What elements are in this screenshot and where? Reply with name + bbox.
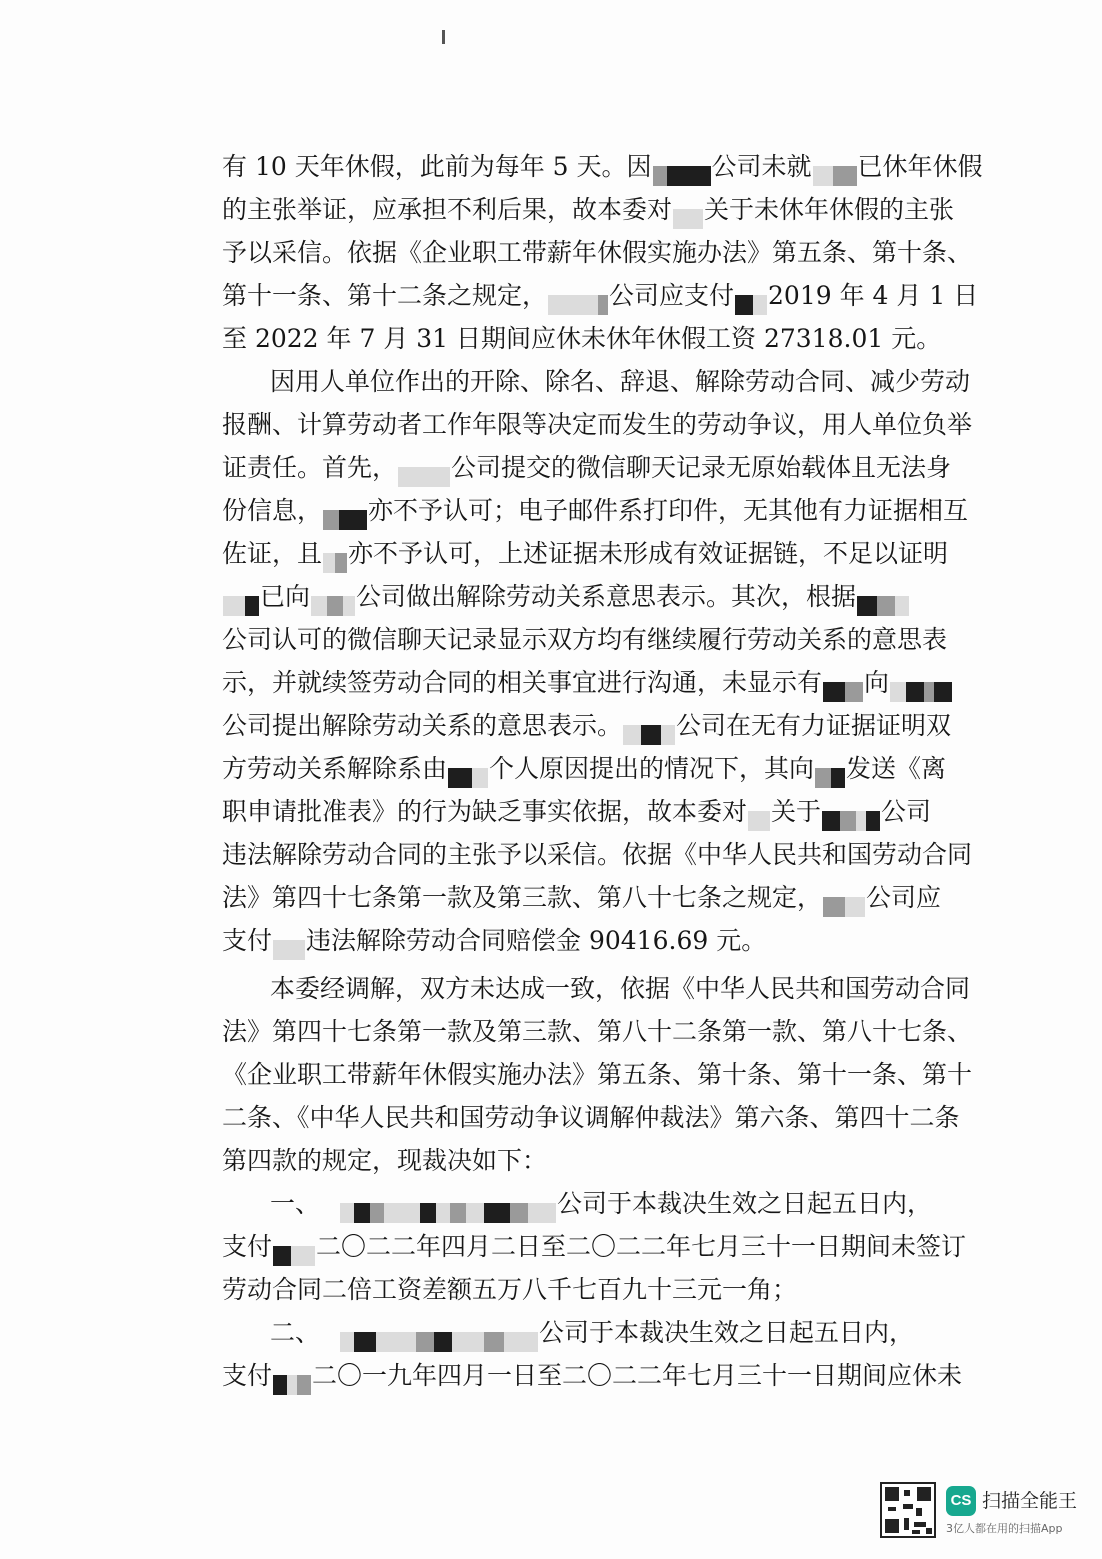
text-line [270, 1316, 914, 1350]
text-line [222, 580, 910, 614]
text-segment: 职申请批准表》的行为缺乏事实依据，故本委对 [222, 797, 748, 826]
redaction-block [398, 459, 450, 481]
redaction-block [857, 588, 909, 610]
text-segment: 证责任。首先， [222, 453, 398, 482]
text-segment: 第四款的规定，现裁决如下： [222, 1146, 548, 1175]
text-segment: 2019 年 4 月 1 日 [768, 281, 979, 310]
scan-speck [442, 30, 445, 44]
redaction-block [822, 803, 880, 825]
camscanner-logo-icon: CS [946, 1486, 976, 1516]
redaction-block [323, 502, 367, 524]
redaction-block [815, 760, 845, 782]
redaction-block [813, 158, 857, 180]
text-segment: 亦不予认可；电子邮件系打印件，无其他有力证据相互 [368, 496, 969, 525]
text-segment: 公司应 [866, 883, 942, 912]
text-segment: 已休年休假 [857, 152, 983, 181]
text-segment: 的主张举证，应承担不利后果，故本委对 [222, 195, 673, 224]
text-segment: 关于 [771, 797, 822, 826]
text-segment: 二〇二二年四月二日至二〇二二年七月三十一日期间未签订 [316, 1232, 967, 1261]
text-line [222, 1359, 962, 1393]
text-segment: 支付 [222, 1232, 273, 1261]
text-segment: 公司未就 [711, 152, 812, 181]
text-line [222, 1058, 972, 1092]
redaction-block [273, 932, 305, 954]
text-line [222, 1230, 966, 1264]
redaction-block [311, 588, 355, 610]
text-segment: 公司于本裁决生效之日起五日内， [539, 1318, 915, 1347]
text-line [222, 408, 972, 442]
text-segment: 公司提出解除劳动关系的意思表示。 [222, 711, 623, 740]
text-segment: 法》第四十七条第一款及第三款、第八十二条第一款、第八十七条、 [222, 1017, 973, 1046]
text-segment: 支付 [222, 926, 273, 955]
text-line [222, 623, 947, 657]
text-line [270, 365, 970, 399]
text-segment: 亦不予认可，上述证据未形成有效证据链，不足以证明 [348, 539, 949, 568]
text-segment: 二条、《中华人民共和国劳动争议调解仲裁法》第六条、第四十二条 [222, 1103, 960, 1132]
text-line [222, 838, 972, 872]
text-segment: 个人原因提出的情况下，其向 [489, 754, 815, 783]
text-line [222, 537, 948, 571]
text-segment: 因用人单位作出的开除、除名、辞退、解除劳动合同、减少劳动 [270, 367, 971, 396]
text-segment: 关于未休年休假的主张 [704, 195, 955, 224]
app-name: 扫描全能王 [982, 1490, 1078, 1512]
text-segment: 公司提交的微信聊天记录无原始载体且无法身 [451, 453, 952, 482]
text-segment: 法》第四十七条第一款及第三款、第八十七条之规定， [222, 883, 823, 912]
text-segment: 至 2022 年 7 月 31 日期间应休未休年休假工资 27318.01 元。 [222, 324, 942, 353]
text-line [222, 322, 941, 356]
redaction-block [823, 889, 865, 911]
text-segment: 有 10 天年休假，此前为每年 5 天。因 [222, 152, 652, 181]
redaction-block [323, 545, 347, 567]
text-segment: 违法解除劳动合同赔偿金 90416.69 元。 [306, 926, 767, 955]
text-line [222, 236, 972, 270]
text-line [222, 881, 941, 915]
redaction-block [823, 674, 863, 696]
text-segment: 劳动合同二倍工资差额五万八千七百九十三元一角； [222, 1275, 798, 1304]
redaction-block [340, 1195, 556, 1217]
text-segment: 示，并就续签劳动合同的相关事宜进行沟通，未显示有 [222, 668, 823, 697]
scanner-watermark [880, 1482, 1090, 1540]
text-line [222, 666, 953, 700]
text-segment: 向 [864, 668, 890, 697]
app-tagline: 3亿人都在用的扫描App [946, 1522, 1063, 1535]
text-line [270, 1187, 932, 1221]
text-line [222, 924, 766, 958]
text-line [270, 972, 970, 1006]
text-segment: 违法解除劳动合同的主张予以采信。依据《中华人民共和国劳动合同 [222, 840, 973, 869]
text-segment: 公司 [881, 797, 932, 826]
text-line [222, 795, 931, 829]
text-segment: 《企业职工带薪年休假实施办法》第五条、第十条、第十一条、第十 [222, 1060, 973, 1089]
text-segment: 一、 [270, 1189, 321, 1218]
text-segment: 方劳动关系解除系由 [222, 754, 448, 783]
text-segment: 发送《离 [846, 754, 947, 783]
text-line [222, 193, 954, 227]
redaction-block [548, 287, 608, 309]
qr-code-icon [880, 1482, 936, 1538]
text-line [222, 709, 951, 743]
redaction-block [890, 674, 952, 696]
text-segment: 公司应支付 [609, 281, 735, 310]
text-segment: 佐证，且 [222, 539, 323, 568]
text-segment: 报酬、计算劳动者工作年限等决定而发生的劳动争议，用人单位负举 [222, 410, 973, 439]
redaction-block [223, 588, 259, 610]
text-line [222, 1101, 960, 1135]
text-segment: 公司做出解除劳动关系意思表示。其次，根据 [356, 582, 857, 611]
redaction-block [340, 1324, 538, 1346]
text-line [222, 752, 946, 786]
redaction-block [653, 158, 711, 180]
redaction-block [623, 717, 675, 739]
text-segment: 公司认可的微信聊天记录显示双方均有继续履行劳动关系的意思表 [222, 625, 948, 654]
redaction-block [748, 803, 770, 825]
text-segment: 二〇一九年四月一日至二〇二二年七月三十一日期间应休未 [312, 1361, 963, 1390]
redaction-block [673, 201, 703, 223]
redaction-block [273, 1238, 315, 1260]
text-segment: 公司在无有力证据证明双 [676, 711, 952, 740]
text-line [222, 1015, 972, 1049]
text-segment: 支付 [222, 1361, 273, 1390]
text-line [222, 451, 951, 485]
redaction-block [448, 760, 488, 782]
redaction-block [273, 1367, 311, 1389]
text-segment: 公司于本裁决生效之日起五日内， [557, 1189, 933, 1218]
text-segment: 份信息， [222, 496, 323, 525]
text-line [222, 279, 978, 313]
redaction-block [735, 287, 767, 309]
text-line [222, 1144, 547, 1178]
text-segment: 二、 [270, 1318, 321, 1347]
text-line [222, 1273, 797, 1307]
text-segment: 本委经调解，双方未达成一致，依据《中华人民共和国劳动合同 [270, 974, 971, 1003]
text-segment: 予以采信。依据《企业职工带薪年休假实施办法》第五条、第十条、 [222, 238, 973, 267]
text-line [222, 494, 968, 528]
text-segment: 已向 [260, 582, 311, 611]
text-line [222, 150, 983, 184]
text-segment: 第十一条、第十二条之规定， [222, 281, 548, 310]
